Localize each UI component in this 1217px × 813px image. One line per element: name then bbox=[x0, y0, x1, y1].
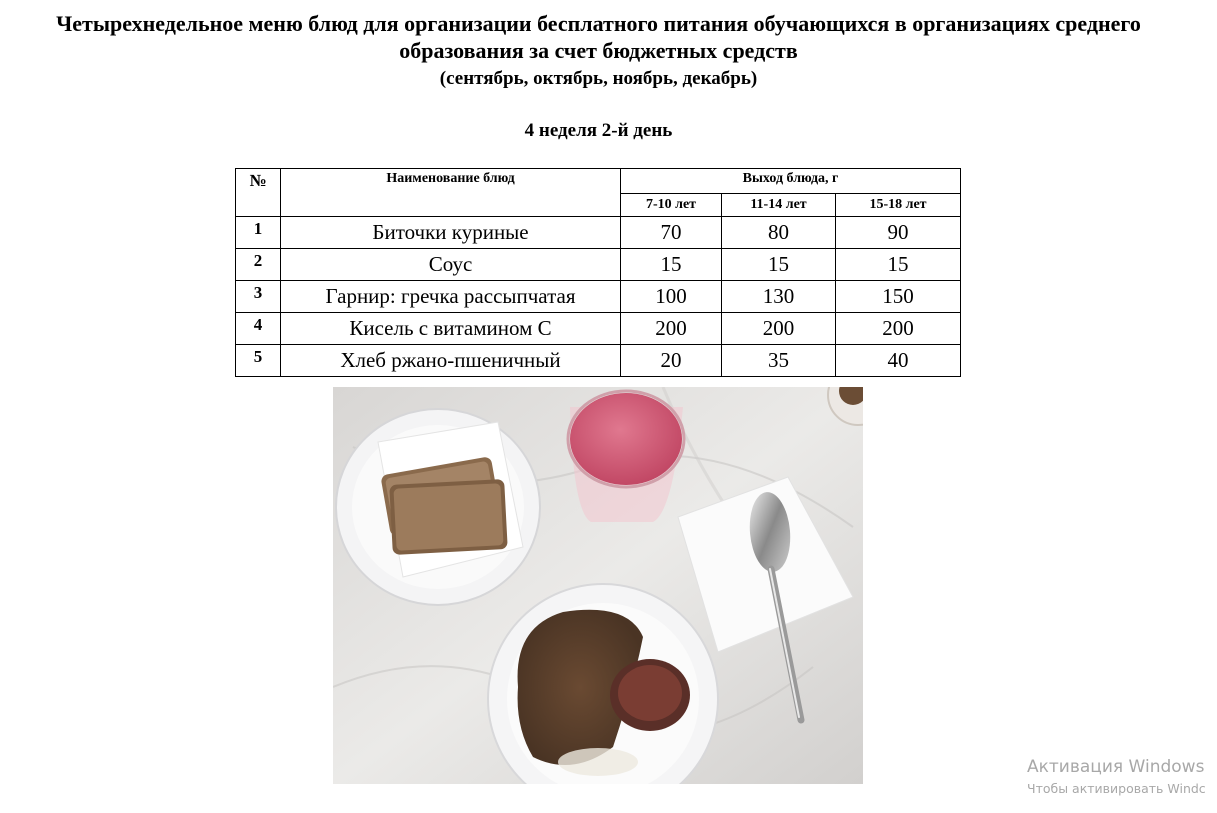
output-15-18: 40 bbox=[836, 345, 961, 377]
dish-name: Хлеб ржано-пшеничный bbox=[281, 345, 621, 377]
output-11-14: 15 bbox=[722, 249, 836, 281]
output-15-18: 200 bbox=[836, 313, 961, 345]
output-15-18: 150 bbox=[836, 281, 961, 313]
header-age-11-14: 11-14 лет bbox=[722, 194, 836, 217]
table-row bbox=[236, 281, 961, 313]
output-15-18: 90 bbox=[836, 217, 961, 249]
dish-name: Кисель с витамином С bbox=[281, 313, 621, 345]
watermark-title: Активация Windows bbox=[1027, 757, 1205, 777]
row-number: 2 bbox=[236, 249, 281, 281]
header-age-7-10: 7-10 лет bbox=[621, 194, 722, 217]
output-11-14: 130 bbox=[722, 281, 836, 313]
output-7-10: 15 bbox=[621, 249, 722, 281]
dish-name: Гарнир: гречка рассыпчатая bbox=[281, 281, 621, 313]
header-age-15-18: 15-18 лет bbox=[836, 194, 961, 217]
row-number: 1 bbox=[236, 217, 281, 249]
table-row bbox=[236, 217, 961, 249]
table-row bbox=[236, 345, 961, 377]
output-15-18: 15 bbox=[836, 249, 961, 281]
header-output: Выход блюда, г bbox=[621, 169, 961, 194]
meal-photo bbox=[333, 387, 863, 784]
watermark-subtitle: Чтобы активировать Windc bbox=[1027, 781, 1206, 796]
dish-name: Биточки куриные bbox=[281, 217, 621, 249]
windows-activation-watermark bbox=[1027, 757, 1206, 796]
output-11-14: 80 bbox=[722, 217, 836, 249]
output-7-10: 200 bbox=[621, 313, 722, 345]
output-7-10: 20 bbox=[621, 345, 722, 377]
output-7-10: 100 bbox=[621, 281, 722, 313]
output-7-10: 70 bbox=[621, 217, 722, 249]
header-number: № bbox=[236, 169, 281, 217]
output-11-14: 200 bbox=[722, 313, 836, 345]
header-dish-name: Наименование блюд bbox=[281, 169, 621, 217]
document-months: (сентябрь, октябрь, ноябрь, декабрь) bbox=[439, 68, 758, 89]
document-title: Четырехнедельное меню блюд для организации бесплатного питания обучающихся в организациях среднего образования за счет бюджетных средств bbox=[56, 11, 1141, 63]
row-number: 4 bbox=[236, 313, 281, 345]
dish-name: Соус bbox=[281, 249, 621, 281]
menu-table bbox=[235, 168, 961, 377]
output-11-14: 35 bbox=[722, 345, 836, 377]
row-number: 3 bbox=[236, 281, 281, 313]
row-number: 5 bbox=[236, 345, 281, 377]
week-day-label: 4 неделя 2-й день bbox=[524, 120, 673, 141]
table-row bbox=[236, 313, 961, 345]
table-row bbox=[236, 249, 961, 281]
